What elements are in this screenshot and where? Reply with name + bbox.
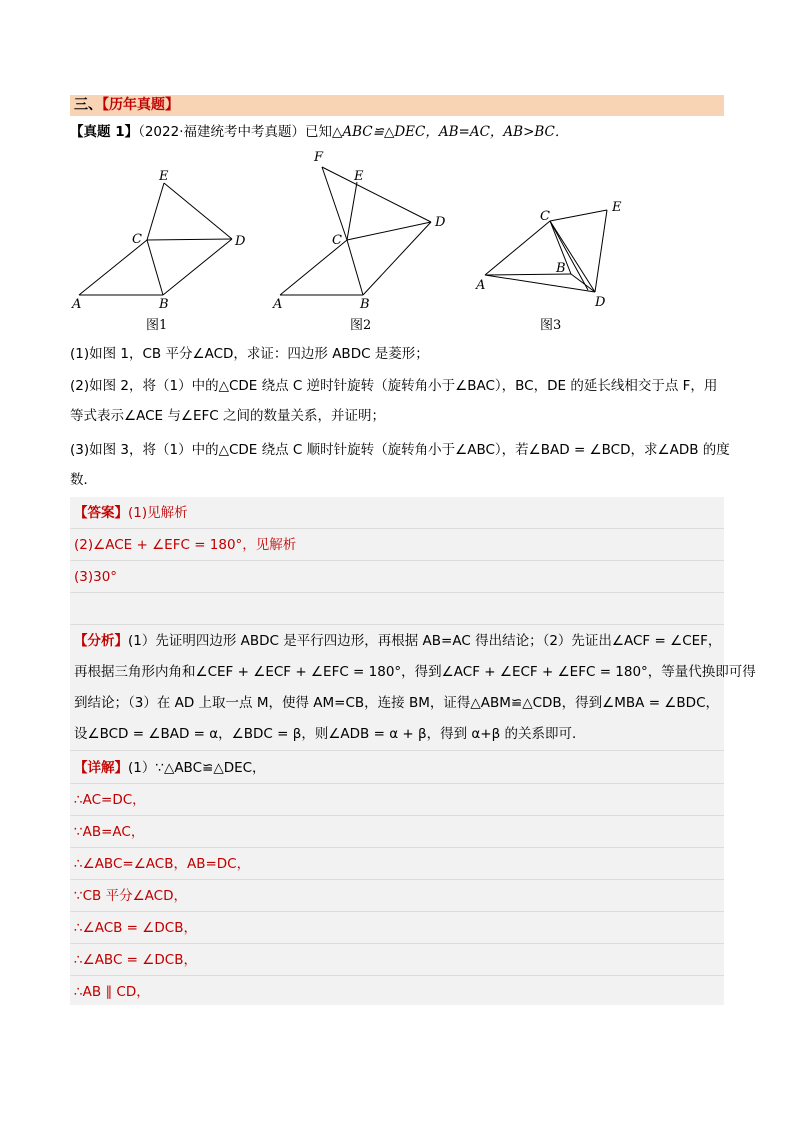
figures-area [60,148,740,338]
question-tag: 【真题 1】 [70,124,139,140]
fig2-label-F: F [314,150,324,165]
fig2-caption: 图2 [350,318,372,333]
divider [70,624,724,625]
detail-tag: 【详解】 [74,760,128,776]
detail-line-2: ∴AC=DC， [74,792,146,808]
section-number: 三、 [74,97,102,113]
divider [70,975,724,976]
divider [70,847,724,848]
detail-line-3: ∵AB=AC， [74,824,145,840]
question-source: （2022·福建统考中考真题）已知 [138,124,332,140]
fig3-label-A: A [476,278,486,293]
analysis-tag: 【分析】 [74,633,128,649]
analysis-line-3: 到结论；（3）在 AD 上取一点 M，使得 AM=CB，连接 BM，证得△ABM≌△CDB，得到∠MBA = ∠BDC， [74,695,719,711]
detail-line-8: ∴AB ∥ CD， [74,984,150,1000]
detail-line-5: ∵CB 平分∠ACD， [74,888,187,904]
question-given: △ABC≌△DEC，AB=AC，AB>BC． [332,124,569,140]
fig3-label-D: D [595,295,606,310]
divider [70,815,724,816]
question-stem [70,122,568,142]
analysis-line-1 [74,631,721,651]
part-2-text-line2: 等式表示∠ACE 与∠EFC 之间的数量关系，并证明； [70,408,385,424]
fig3-label-E: E [612,200,622,215]
answer-1: (1)见解析 [128,505,188,521]
answer-tag: 【答案】 [74,505,128,521]
part-1-text: (1)如图 1，CB 平分∠ACD，求证：四边形 ABDC 是菱形； [70,346,429,362]
fig3-label-B: B [556,261,566,276]
fig1-label-B: B [159,297,169,312]
fig1-label-E: E [159,169,169,184]
detail-line-4: ∴∠ABC=∠ACB，AB=DC， [74,856,251,872]
fig2-label-C: C [332,233,342,248]
divider [70,783,724,784]
divider [70,911,724,912]
analysis-line-4: 设∠BCD = ∠BAD = α，∠BDC = β，则∠ADB = α + β，得到 α+β 的关系即可． [74,726,586,742]
fig1-label-C: C [132,232,142,247]
fig2-label-E: E [354,169,364,184]
figure-2 [272,150,446,333]
detail-line-7: ∴∠ABC = ∠DCB， [74,952,197,968]
detail-text-1: (1）∵△ABC≌△DEC， [128,760,266,776]
fig1-label-A: A [72,297,82,312]
analysis-line-2: 再根据三角形内角和∠CEF + ∠ECF + ∠EFC = 180°，得到∠ACF + ∠ECF + ∠EFC = 180°，等量代换即可得 [74,664,756,680]
section-title [74,96,179,115]
divider [70,750,724,751]
detail-line-6: ∴∠ACB = ∠DCB， [74,920,197,936]
fig3-caption: 图3 [540,318,562,333]
divider [70,592,724,593]
fig2-label-D: D [435,215,446,230]
answer-2: (2)∠ACE + ∠EFC = 180°，见解析 [74,537,297,553]
answer-line-1 [74,503,188,523]
detail-line-1 [74,758,266,778]
divider [70,879,724,880]
analysis-text-1: (1）先证明四边形 ABDC 是平行四边形，再根据 AB=AC 得出结论；（2）先证出∠ACF = ∠CEF， [128,633,722,649]
part-2-text-line1: (2)如图 2，将（1）中的△CDE 绕点 C 逆时针旋转（旋转角小于∠BAC），BC，DE 的延长线相交于点 F，用 [70,378,718,394]
divider [70,943,724,944]
divider [70,560,724,561]
figure-3 [475,200,622,333]
part-3-text-line1: (3)如图 3，将（1）中的△CDE 绕点 C 顺时针旋转（旋转角小于∠ABC），若∠BAD = ∠BCD，求∠ADB 的度 [70,442,730,458]
fig2-label-B: B [360,297,370,312]
geometry-figures [60,148,740,338]
section-name: 【历年真题】 [102,97,179,113]
divider [70,528,724,529]
fig1-caption: 图1 [146,318,168,333]
answer-3: (3)30° [74,569,118,585]
fig3-label-C: C [540,209,550,224]
fig1-label-D: D [235,234,246,249]
fig2-label-A: A [273,297,283,312]
figure-1 [71,169,246,333]
part-3-text-line2: 数． [70,472,97,488]
